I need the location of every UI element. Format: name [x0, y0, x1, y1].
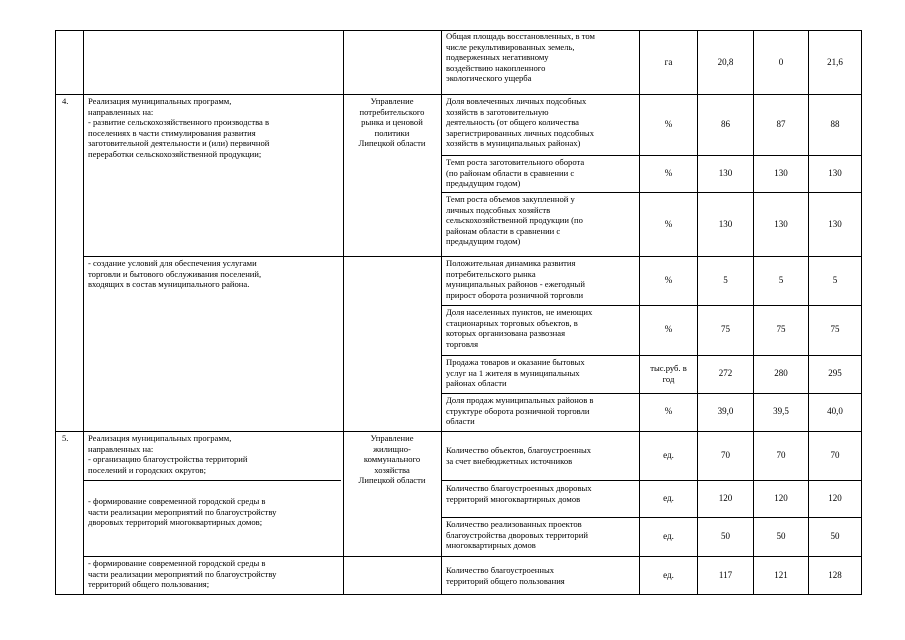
value-cell: 128 [828, 570, 842, 580]
unit-cell: га [664, 57, 673, 67]
value-cell: 121 [774, 570, 788, 580]
value-cell: 75 [721, 324, 730, 334]
unit-cell: ед. [663, 450, 674, 460]
value-cell: 130 [718, 168, 733, 178]
value-cell: 120 [718, 493, 733, 503]
section-task: - формирование современной городской среды в части реализации мероприятий по благоустройству дворовых территорий многоквартирных домов; [88, 496, 277, 528]
value-cell: 130 [718, 219, 733, 229]
value-cell: 295 [828, 368, 842, 378]
grid-line [55, 30, 56, 595]
value-cell: 5 [778, 275, 784, 285]
unit-cell: % [664, 119, 673, 129]
indicator-text: Положительная динамика развития потребительского рынка муниципальных районов - ежегодный прирост оборота розничной торговли [446, 258, 585, 300]
section-task: - формирование современной городской среды в части реализации мероприятий по благоустройству территорий общего пользования; [88, 558, 277, 590]
unit-cell: ед. [663, 493, 674, 503]
value-cell: 70 [776, 450, 786, 460]
indicator-text: Количество благоустроенных дворовых территорий многоквартирных домов [446, 483, 592, 504]
value-cell: 130 [774, 168, 788, 178]
value-cell: 70 [721, 450, 730, 460]
section-number: 5. [62, 433, 69, 443]
value-cell: 0 [778, 57, 784, 67]
value-cell: 87 [776, 119, 786, 129]
indicator-text: Доля продаж муниципальных районов в структуре оборота розничной торговли области [446, 395, 594, 427]
value-cell: 50 [776, 531, 786, 541]
grid-line [441, 30, 442, 595]
value-cell: 5 [723, 275, 728, 285]
value-cell: 21,6 [827, 57, 843, 67]
value-cell: 86 [721, 119, 730, 129]
indicator-text: Доля населенных пунктов, не имеющих стационарных торговых объектов, в которых организована развозная торговля [446, 307, 593, 349]
value-cell: 130 [828, 168, 842, 178]
grid-line [55, 431, 862, 432]
indicator-text: Количество реализованных проектов благоустройства дворовых территорий многоквартирных домов [446, 519, 588, 551]
value-cell: 20,8 [717, 57, 734, 67]
unit-cell: % [664, 324, 673, 334]
value-cell: 280 [774, 368, 788, 378]
indicator-text: Количество объектов, благоустроенных за счет внебюджетных источников [446, 445, 592, 466]
grid-line [753, 30, 754, 595]
grid-line [441, 517, 862, 518]
section-responsible: Управление потребительского рынка и ценовой политики Липецкой области [358, 96, 426, 149]
section-task: Реализация муниципальных программ, направленных на: - организацию благоустройства территорий поселений и городских округов; [88, 433, 248, 475]
grid-line [441, 305, 862, 306]
section-responsible: Управление жилищно- коммунального хозяйства Липецкой области [358, 433, 426, 486]
indicator-text: Количество благоустроенных территорий общего пользования [446, 565, 565, 586]
grid-line [441, 480, 862, 481]
grid-line [441, 192, 862, 193]
grid-line [83, 256, 862, 257]
unit-cell: ед. [663, 531, 674, 541]
section-task: Реализация муниципальных программ, направленных на: - развитие сельскохозяйственного производства в поселениях в части стимулирования развития заготовительной деятельности и (или) первичной переработки сельскохозяйственной продукции; [88, 96, 270, 159]
grid-line [83, 480, 341, 481]
unit-cell: % [664, 168, 673, 178]
section-number: 4. [62, 96, 69, 106]
grid-line [55, 94, 862, 95]
grid-line [441, 155, 862, 156]
grid-line [83, 30, 84, 595]
value-cell: 88 [830, 119, 840, 129]
value-cell: 75 [830, 324, 840, 334]
unit-cell: % [664, 275, 673, 285]
value-cell: 40,0 [827, 406, 843, 416]
grid-line [697, 30, 698, 595]
value-cell: 130 [828, 219, 842, 229]
grid-line [639, 30, 640, 595]
unit-cell: % [664, 219, 673, 229]
value-cell: 120 [774, 493, 788, 503]
unit-cell: % [664, 406, 673, 416]
section-task: - создание условий для обеспечения услугами торговли и бытового обслуживания поселений, входящих в состав муниципального района. [88, 258, 262, 290]
value-cell: 50 [830, 531, 840, 541]
value-cell: 130 [774, 219, 788, 229]
value-cell: 39,0 [717, 406, 734, 416]
value-cell: 70 [830, 450, 840, 460]
value-cell: 39,5 [773, 406, 789, 416]
value-cell: 272 [718, 368, 733, 378]
unit-cell: тыс.руб. в год [650, 363, 687, 384]
value-cell: 120 [828, 493, 842, 503]
grid-line [441, 393, 862, 394]
indicator-text: Доля вовлеченных личных подсобных хозяйств в заготовительную деятельность (от общего количества зарегистрированных личных подсобных хозяйств в муниципальных районах) [446, 96, 594, 149]
unit-cell: ед. [663, 570, 674, 580]
value-cell: 75 [776, 324, 786, 334]
value-cell: 5 [832, 275, 838, 285]
grid-line [83, 556, 862, 557]
indicator-text: Темп роста заготовительного оборота (по районам области в сравнении с предыдущим годом) [446, 157, 585, 189]
value-cell: 117 [718, 570, 733, 580]
grid-line [808, 30, 809, 595]
indicator-text: Продажа товаров и оказание бытовых услуг на 1 жителя в муниципальных районах области [446, 357, 585, 389]
grid-line [441, 355, 862, 356]
grid-line [861, 30, 862, 595]
indicator-text: Общая площадь восстановленных, в том числе рекультивированных земель, подверженных негативному воздействию накопленного экологического ущерба [446, 31, 595, 84]
value-cell: 50 [721, 531, 730, 541]
grid-line [55, 594, 862, 595]
indicator-text: Темп роста объемов закупленной у личных подсобных хозяйств сельскохозяйственной продукции (по районам области в сравнении с предыдущим годом) [446, 194, 583, 247]
